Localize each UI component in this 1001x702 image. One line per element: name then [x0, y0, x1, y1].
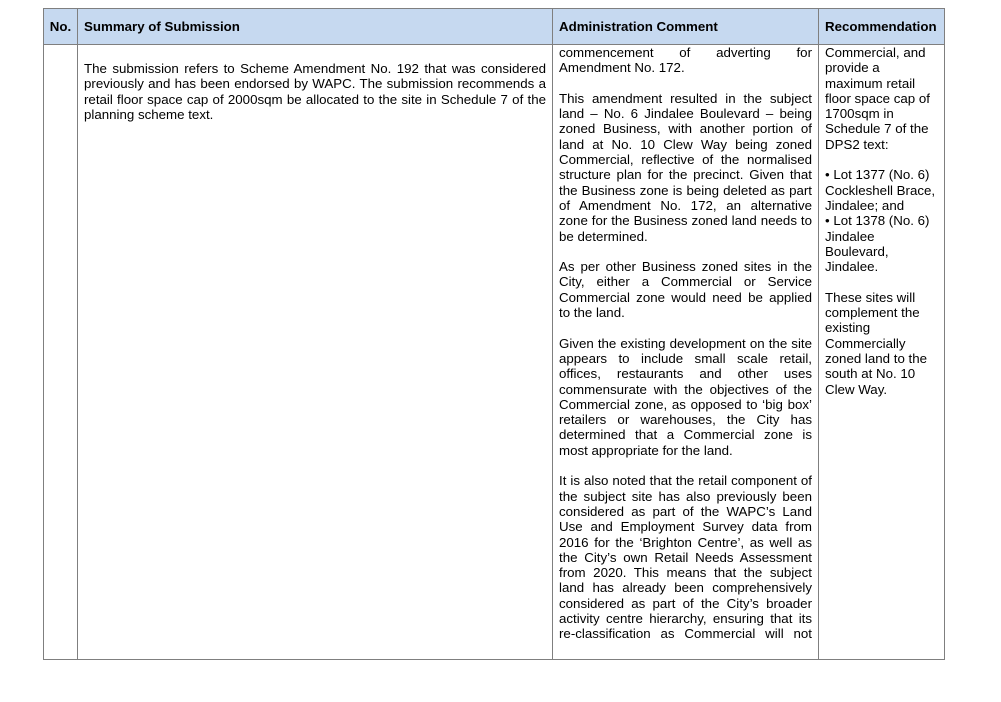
- admin-paragraph: commencement of adverting for Amendment No. 172.: [559, 45, 812, 76]
- admin-paragraph: Given the existing development on the site appears to include small scale retail, offices, restaurants and other uses commensurate with the objectives of the Commercial zone, as opposed to ‘big box’ retailers or warehouses, the City has determined that a Commercial zone is most appropriate for the land.: [559, 335, 812, 458]
- row-number-cell: [44, 45, 78, 660]
- recommendation-paragraph: These sites will complement the existing Commercially zoned land to the south at No. 10 Clew Way.: [825, 289, 928, 397]
- summary-cell: [78, 45, 553, 660]
- admin-paragraph: It is also noted that the retail component of the subject site has also previously been considered as part of the WAPC’s Land Use and Employment Survey data from 2016 for the ‘Brighton Centre’, as well as the City’s own Retail Needs Assessment from 2020. This means that the subject land has already been comprehensively considered as part of the City’s broader activity centre hierarchy, ensuring that its re-classification as Commercial will not: [559, 473, 812, 642]
- recommendation-cell: [819, 45, 945, 660]
- header-recommendation: Recommendation: [819, 9, 945, 45]
- summary-text: The submission refers to Scheme Amendment No. 192 that was considered previously and has been endorsed by WAPC. The submission recommends a retail floor space cap of 2000sqm be allocated to the site in Schedule 7 of the planning scheme text.: [84, 61, 546, 122]
- admin-comment-cell: [553, 45, 819, 660]
- recommendation-lots: • Lot 1377 (No. 6) Cockleshell Brace, Jindalee; and • Lot 1378 (No. 6) Jindalee Boulevard, Jindalee.: [825, 167, 936, 275]
- header-admin-comment: Administration Comment: [553, 9, 819, 45]
- submissions-table: [43, 8, 945, 660]
- recommendation-paragraph: Commercial, and provide a maximum retail floor space cap of 1700sqm in Schedule 7 of the DPS2 text:: [825, 45, 930, 152]
- admin-paragraph: As per other Business zoned sites in the City, either a Commercial or Service Commercial zone would need be applied to the land.: [559, 259, 812, 321]
- header-summary: Summary of Submission: [78, 9, 553, 45]
- header-no: No.: [44, 9, 78, 45]
- admin-paragraph: This amendment resulted in the subject land – No. 6 Jindalee Boulevard – being zoned Business, with another portion of land at No. 10 Clew Way being zoned Commercial, reflective of the normalised structure plan for the precinct. Given that the Business zone is being deleted as part of Amendment No. 172, an alternative zone for the Business zoned land needs to be determined.: [559, 90, 812, 244]
- table-row: [44, 45, 945, 660]
- table-header-row: [44, 9, 945, 45]
